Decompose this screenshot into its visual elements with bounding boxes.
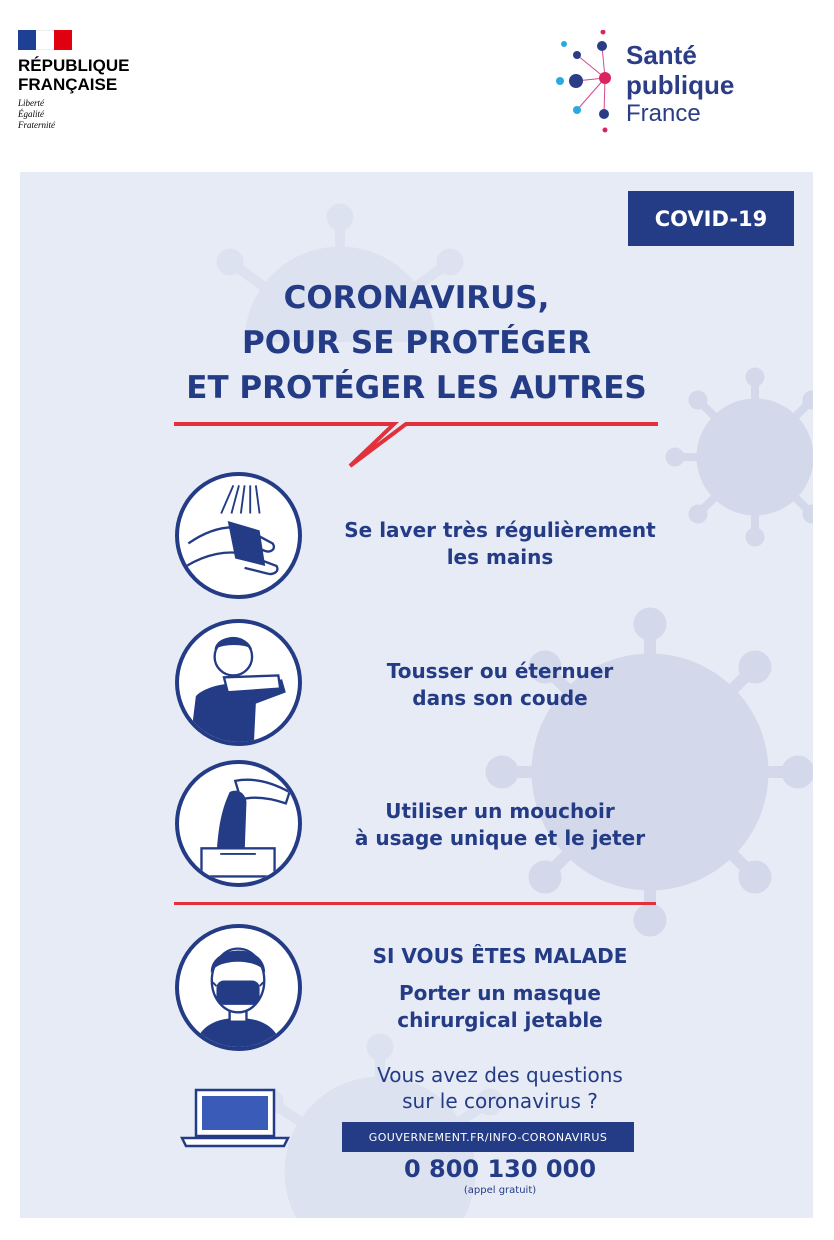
- phone-note: (appel gratuit): [463, 1185, 537, 1196]
- cough-elbow-icon: [175, 619, 302, 746]
- french-flag-icon: [18, 30, 72, 50]
- info-url-link[interactable]: GOUVERNEMENT.FR/INFO-CORONAVIRUS: [342, 1122, 634, 1152]
- spf-dots-icon: [550, 30, 626, 140]
- covid-poster: [20, 172, 813, 1218]
- virus-background-icon: [480, 602, 813, 942]
- section-divider: [174, 902, 656, 905]
- laptop-icon: [180, 1086, 290, 1148]
- sante-publique-france-logo: [550, 30, 770, 140]
- questions-text: Vous avez des questions sur le coronavirus ?: [377, 1063, 623, 1113]
- spf-line2: publique: [626, 70, 735, 100]
- poster-title: CORONAVIRUS, POUR SE PROTÉGER ET PROTÉGER LES AUTRES: [186, 280, 647, 406]
- republique-name: RÉPUBLIQUE FRANÇAISE: [18, 56, 130, 94]
- republique-francaise-logo: [18, 30, 178, 131]
- republique-motto: Liberté Égalité Fraternité: [18, 98, 55, 130]
- spf-line1: Santé: [626, 40, 697, 70]
- sick-instructions: Porter un masque chirurgical jetable: [397, 981, 603, 1032]
- phone-number[interactable]: 0 800 130 000: [403, 1155, 597, 1183]
- advice-tissue-text: Utiliser un mouchoir à usage unique et le jeter: [354, 799, 646, 850]
- hand-washing-icon: [175, 472, 302, 599]
- sick-heading: SI VOUS ÊTES MALADE: [372, 944, 628, 968]
- covid-badge: COVID-19: [628, 191, 794, 246]
- tissue-icon: [175, 760, 302, 887]
- advice-hand-washing-text: Se laver très régulièrement les mains: [344, 518, 656, 569]
- spf-line3: France: [626, 100, 701, 127]
- face-mask-icon: [175, 924, 302, 1051]
- speech-bubble-divider: [174, 418, 658, 470]
- advice-cough-text: Tousser ou éternuer dans son coude: [386, 659, 614, 710]
